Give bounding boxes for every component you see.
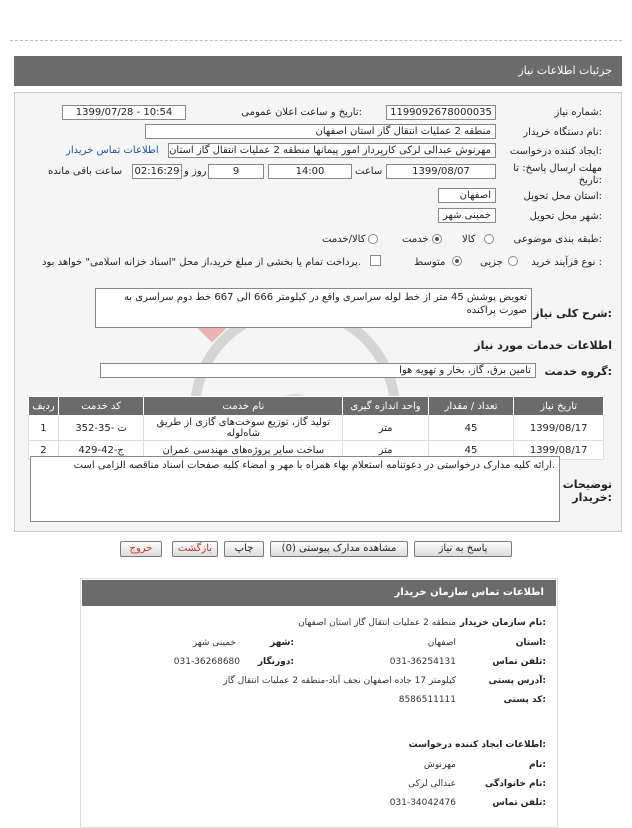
creator-value: مهرنوش عبدالی لرکی کارپرداز امور پیمانها منطقه 2 عملیات انتقال گاز استان	[168, 143, 496, 158]
col-name: نام خدمت	[144, 397, 343, 416]
remaining-time: 02:16:29	[132, 164, 182, 179]
col-row: ردیف	[29, 397, 59, 416]
process-label: نوع فرآیند خرید :	[531, 257, 602, 268]
time-label: ساعت	[355, 166, 383, 177]
city-value: خمینی شهر	[438, 208, 496, 223]
cell-date: 1399/08/17	[514, 416, 604, 441]
category-option-goods: کالا	[462, 234, 476, 245]
cell-code: ج-42-429	[58, 441, 144, 460]
treasury-checkbox[interactable]	[370, 255, 381, 266]
category-radio-service[interactable]	[432, 234, 442, 244]
days-label: روز و	[184, 166, 207, 177]
process-option-minor: جزیی	[480, 257, 503, 268]
description-textarea[interactable]: تعویض پوشش 45 متر از خط لوله سراسری واقع در کیلومتر 666 الی 667 خط دوم سراسری به صورت پراکنده	[95, 288, 532, 328]
cell-row: 1	[29, 416, 59, 441]
category-radio-goods[interactable]	[484, 234, 494, 244]
services-table	[28, 396, 604, 460]
contact-province-label: استان:	[515, 638, 546, 648]
process-radio-medium[interactable]	[452, 256, 462, 266]
print-button[interactable]: چاپ	[224, 541, 264, 557]
buyer-notes-textarea[interactable]: ارائه کلیه مدارک درخواستی در دعوتنامه استعلام بهاء همراه با مهر و امضاء کلیه صفحات اسناد مناقصه الزامی است.	[30, 456, 560, 522]
service-group-label: گروه خدمت:	[544, 365, 612, 378]
deadline-label: مهلت ارسال پاسخ: تا تاریخ:	[513, 163, 602, 186]
contact-org-label: نام سازمان خریدار:	[459, 618, 546, 628]
creator-name-label: نام:	[529, 760, 546, 770]
contact-city-value: خمینی شهر	[192, 638, 236, 648]
category-label: طبقه بندی موضوعی:	[513, 234, 602, 245]
cell-unit: متر	[343, 441, 429, 460]
category-option-service: خدمت	[402, 234, 429, 245]
cell-qty: 45	[428, 441, 514, 460]
service-group-value: تامین برق، گاز، بخار و تهویه هوا	[100, 363, 536, 378]
contact-address-label: آدرس پستی:	[488, 676, 546, 686]
contact-title: اطلاعات تماس سازمان خریدار	[82, 580, 556, 606]
category-radio-both[interactable]	[368, 234, 378, 244]
cell-unit: متر	[343, 416, 429, 441]
reply-button[interactable]: پاسخ به نیاز	[414, 541, 512, 557]
buyer-notes-label: توضیحات خریدار:	[562, 478, 612, 504]
cell-row: 2	[29, 441, 59, 460]
table-row	[29, 416, 604, 441]
buyer-value: منطقه 2 عملیات انتقال گاز استان اصفهان	[145, 124, 496, 139]
contact-panel	[80, 578, 558, 828]
need-number-label: شماره نیاز:	[554, 107, 602, 118]
attachments-button[interactable]: مشاهده مدارک پیوستی (0)	[270, 541, 408, 557]
city-label: شهر محل تحویل:	[529, 211, 602, 222]
col-qty: تعداد / مقدار	[428, 397, 514, 416]
process-radio-minor[interactable]	[508, 256, 518, 266]
services-title: اطلاعات خدمات مورد نیاز	[474, 339, 612, 352]
creator-family-label: نام خانوادگی:	[484, 779, 546, 789]
table-header-row	[29, 397, 604, 416]
remaining-label: ساعت باقی مانده	[48, 166, 123, 177]
contact-fax-value: 031-36268680	[173, 657, 240, 667]
payment-note: پرداخت تمام یا بخشی از مبلغ خرید،از محل "اسناد خزانه اسلامی" خواهد بود.	[42, 257, 361, 268]
creator-phone-label: تلفن تماس:	[492, 798, 546, 808]
col-unit: واحد اندازه گیری	[343, 397, 429, 416]
creator-name-value: مهرنوش	[423, 760, 456, 770]
province-value: اصفهان	[438, 188, 496, 203]
buyer-contact-link[interactable]: اطلاعات تماس خریدار	[66, 145, 159, 156]
contact-postal-value: 8586511111	[398, 695, 456, 705]
description-label: شرح کلی نیاز:	[533, 307, 612, 320]
announce-value: 1399/07/28 - 10:54	[62, 105, 186, 120]
buyer-label: نام دستگاه خریدار:	[523, 127, 602, 138]
category-option-both: کالا/خدمت	[322, 234, 366, 245]
contact-city-label: شهر:	[270, 638, 294, 648]
top-divider	[10, 40, 622, 42]
page-header	[14, 56, 622, 86]
process-option-medium: متوسط	[414, 257, 446, 268]
contact-org-value: منطقه 2 عملیات انتقال گاز استان اصفهان	[298, 618, 456, 628]
exit-button[interactable]: خروج	[120, 541, 162, 557]
creator-info-title: اطلاعات ایجاد کننده درخواست:	[408, 740, 546, 750]
need-number-value: 1199092678000035	[386, 105, 496, 120]
back-button[interactable]: بازگشت	[172, 541, 218, 557]
deadline-time: 14:00	[268, 164, 352, 179]
contact-postal-label: کد پستی:	[503, 695, 546, 705]
contact-address-value: کیلومتر 17 جاده اصفهان نجف آباد-منطقه 2 عملیات انتقال گاز	[223, 676, 456, 686]
deadline-date: 1399/08/07	[386, 164, 496, 179]
contact-phone-label: تلفن تماس:	[492, 657, 546, 667]
col-date: تاریخ نیاز	[514, 397, 604, 416]
creator-family-value: عبدالی لرکی	[408, 779, 456, 789]
cell-name: ساخت سایر پروژه‌های مهندسی عمران	[144, 441, 343, 460]
contact-phone-value: 031-36254131	[389, 657, 456, 667]
announce-label: تاریخ و ساعت اعلان عمومی:	[241, 107, 362, 118]
cell-date: 1399/08/17	[514, 441, 604, 460]
cell-qty: 45	[428, 416, 514, 441]
days-value: 9	[208, 164, 264, 179]
cell-code: ت -35-352	[58, 416, 144, 441]
cell-name: تولید گاز، توزیع سوخت‌های گازی از طریق شاه‌لوله	[144, 416, 343, 441]
contact-province-value: اصفهان	[427, 638, 456, 648]
page-title: جزئیات اطلاعات نیاز	[518, 64, 612, 77]
contact-fax-label: دورنگار:	[257, 657, 294, 667]
col-code: کد خدمت	[58, 397, 144, 416]
creator-label: ایجاد کننده درخواست:	[509, 146, 602, 157]
province-label: استان محل تحویل:	[523, 191, 602, 202]
creator-phone-value: 031-34042476	[389, 798, 456, 808]
